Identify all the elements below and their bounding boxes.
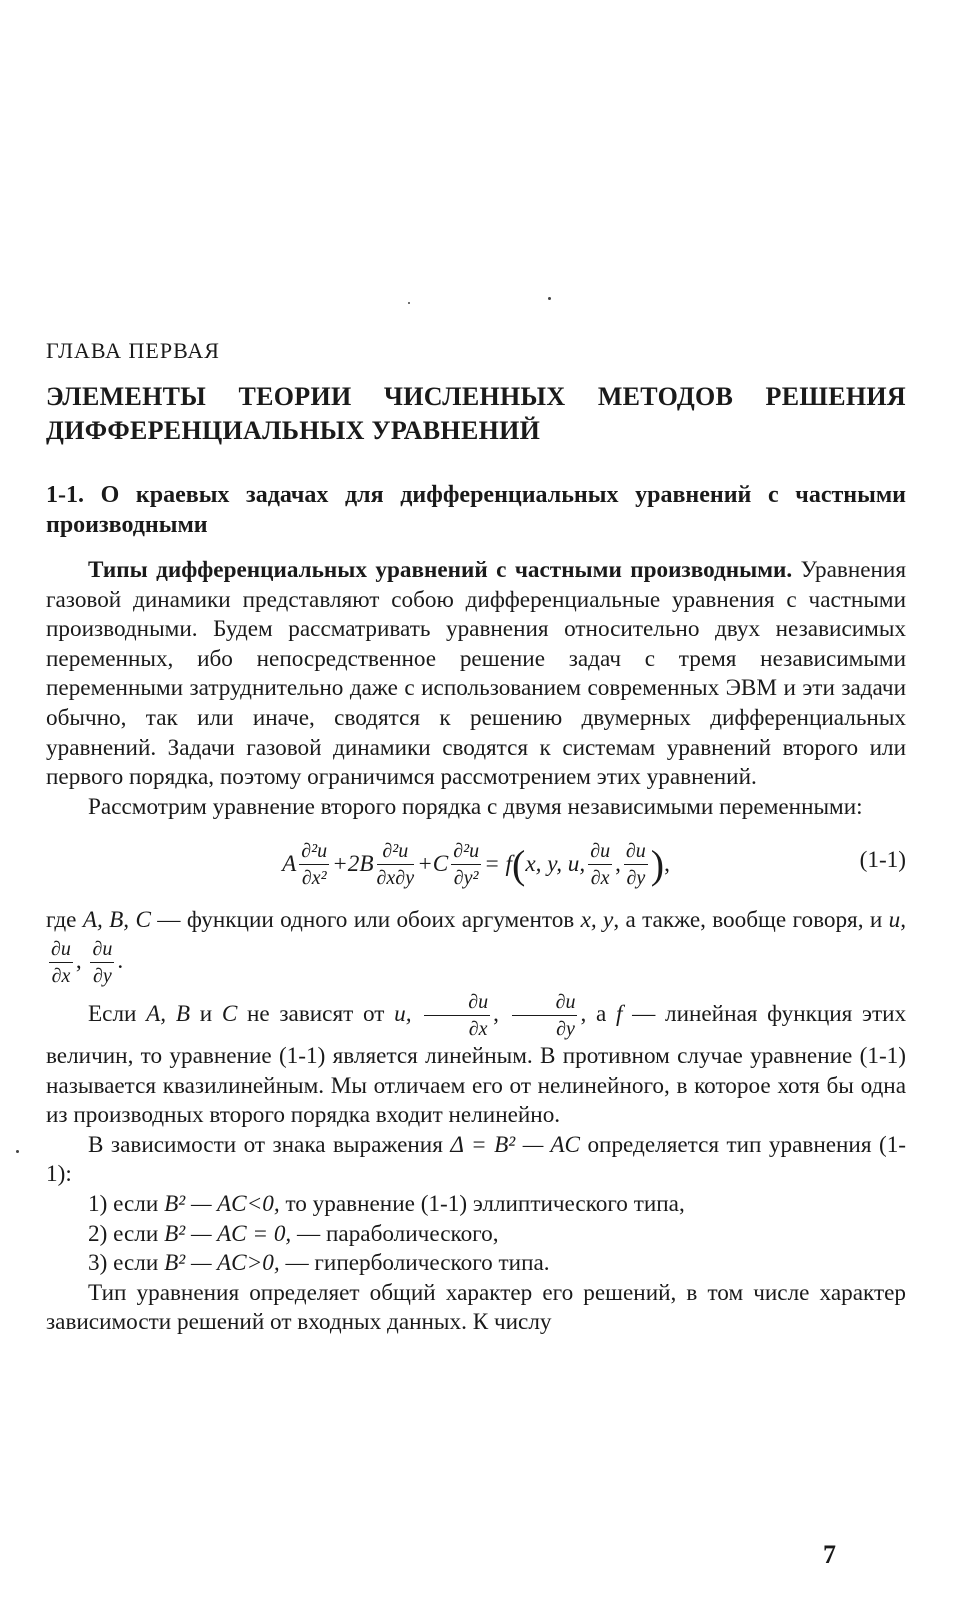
body-text — [46, 556, 906, 1338]
symbol: f — [615, 1000, 623, 1027]
list-item — [46, 1190, 906, 1220]
eq-paren-open: ( — [511, 841, 526, 887]
scan-speck — [548, 297, 551, 300]
frac-den: ∂y — [556, 1017, 575, 1040]
eq-num: ∂²u — [299, 838, 329, 865]
eq-den: ∂x — [590, 866, 610, 889]
eq-frac-d2u-dx2 — [299, 838, 329, 891]
text: , а также, вообще говоря, и — [613, 907, 883, 934]
text: — линейная функция этих величин, то уравнение (1-1) является линейным. В противном случае уравнение (1-1) называется квазилинейным. Мы отличаем его от нелинейного, в которое хотя бы одна из производных второго порядка входит нелинейно. — [46, 1000, 907, 1129]
frac-den: ∂x — [51, 964, 71, 987]
eq-paren-close: ) — [650, 841, 665, 887]
text: не зависят от — [246, 1000, 385, 1027]
paragraph-1-text: Уравнения газовой динамики представляют собою дифференциальные уравнения с частными производными. Будем рассматривать уравнения относительно двух независимых переменных, ибо непосредственное решение задач с тремя независимыми переменными затруднительно даже с использованием современных ЭВМ и эти задачи обычно, так или иначе, сводятся к решению двумерных дифференциальных уравнений. Задачи газовой динамики сводятся к системам уравнений второго или первого порядка, поэтому ограничимся рассмотрением этих уравнений. — [46, 557, 907, 791]
eq-coef-c: +C — [417, 850, 449, 877]
symbol: C — [221, 1000, 238, 1027]
frac-du-dx — [424, 989, 490, 1042]
symbol: x, y — [580, 907, 614, 934]
eq-num: ∂u — [588, 838, 612, 865]
paragraph-5 — [46, 1131, 906, 1190]
frac-den: ∂y — [93, 964, 112, 987]
scan-speck — [16, 1150, 19, 1153]
text: В зависимости от знака выражения — [88, 1131, 443, 1158]
equation-number: (1-1) — [859, 847, 906, 874]
text: и — [199, 1000, 213, 1027]
eq-den: ∂x∂y — [376, 866, 415, 889]
chapter-title: ЭЛЕМЕНТЫ ТЕОРИИ ЧИСЛЕННЫХ МЕТОДОВ РЕШЕНИЯ ДИФФЕРЕНЦИАЛЬНЫХ УРАВНЕНИЙ — [46, 382, 906, 445]
symbol: u, — [888, 907, 907, 934]
frac-num: ∂u — [512, 989, 578, 1016]
list-text: — параболического, — [297, 1220, 499, 1247]
list-expr: B² — AC<0, — [164, 1190, 280, 1217]
frac-du-dy — [512, 989, 578, 1042]
runin-heading: Типы дифференциальных уравнений с частными производными. — [88, 557, 793, 583]
text: — функции одного или обоих аргументов — [157, 907, 575, 934]
paragraph-4: Если A, B и C не зависят от u, $\frac{\partial u}{\partial x}$ , $\frac{\partial u}{\partial y}$ , а f — линейная функция этих величин, то уравнение (1-1) является линейным. В противном случае уравнение (1-1) называется квазилинейным. Мы отличаем его от нелинейного, в которое хотя бы одна из производных второго порядка входит нелинейно. — [46, 990, 907, 1129]
list-num: 1) если — [88, 1190, 159, 1217]
frac-num: ∂u — [49, 936, 73, 963]
scan-speck — [408, 302, 410, 304]
text: а — [595, 1000, 607, 1027]
eq-den: ∂x² — [301, 866, 327, 889]
eq-num: ∂²u — [451, 838, 481, 865]
paragraph-1 — [46, 556, 906, 793]
frac-du-dx — [49, 936, 73, 989]
symbol: B — [175, 1000, 190, 1027]
list-expr: B² — AC>0, — [164, 1250, 280, 1277]
eq-num: ∂u — [624, 838, 648, 865]
eq-frac-du-dy — [624, 838, 648, 891]
list-num: 3) если — [88, 1250, 159, 1277]
eq-frac-d2u-dxdy — [377, 838, 415, 891]
eq-args: x, y, u, — [525, 850, 586, 877]
eq-den: ∂y² — [453, 866, 479, 889]
text: определяется тип уравнения (1-1): — [46, 1131, 907, 1188]
list-expr: B² — AC = 0, — [164, 1220, 292, 1247]
eq-coef-2b: +2B — [332, 850, 374, 877]
frac-num: ∂u — [90, 936, 114, 963]
symbol: Δ = B² — AC — [450, 1131, 580, 1158]
list-item — [46, 1220, 906, 1250]
list-num: 2) если — [88, 1220, 159, 1247]
text: где — [46, 907, 77, 934]
paragraph-6: Тип уравнения определяет общий характер его решений, в том числе характер зависимости решений от входных данных. К числу — [46, 1279, 906, 1336]
page-number: 7 — [823, 1540, 836, 1569]
frac-du-dy — [90, 936, 114, 989]
symbol: A, — [146, 1000, 167, 1027]
equation-1-1: A $\frac{\text{∂²u}}{\text{∂x²}}$ +2B $\frac{\text{∂²u}}{\partial x\partial y}$ +C $\frac{\text{∂²u}}{\text{∂y²}}$ = f ( x, y, u, $\frac{\partial u}{\partial x}$ , $\frac{\partial u}{\partial y}$ ) , (1-1) — [282, 839, 906, 889]
eq-rhs-f: = f — [484, 850, 512, 877]
paragraph-2: Рассмотрим уравнение второго порядка с двумя независимыми переменными: — [88, 793, 863, 820]
eq-coef-a: A — [282, 850, 297, 877]
frac-num: ∂u — [424, 989, 490, 1016]
list-text: то уравнение (1-1) эллиптического типа, — [285, 1190, 685, 1217]
list-item — [46, 1249, 906, 1279]
eq-den: ∂y — [626, 866, 646, 889]
paragraph-3: где A, B, C — функции одного или обоих аргументов x, y, а также, вообще говоря, и u, $\frac{\partial u}{\partial x}$ , $\frac{\partial u}{\partial y}$ . — [46, 907, 907, 987]
eq-num: ∂²u — [377, 838, 415, 865]
symbol: A, B, C — [82, 907, 151, 934]
eq-frac-du-dx — [588, 838, 612, 891]
eq-frac-d2u-dy2 — [451, 838, 481, 891]
section-title: 1-1. О краевых задачах для дифференциальных уравнений с частными производными — [46, 482, 906, 538]
chapter-label: ГЛАВА ПЕРВАЯ — [46, 338, 220, 363]
text: Если — [88, 1000, 137, 1027]
list-text: — гиперболического типа. — [285, 1250, 550, 1277]
frac-den: ∂x — [468, 1017, 488, 1040]
book-page — [46, 0, 906, 1600]
symbol: u, — [394, 1000, 412, 1027]
